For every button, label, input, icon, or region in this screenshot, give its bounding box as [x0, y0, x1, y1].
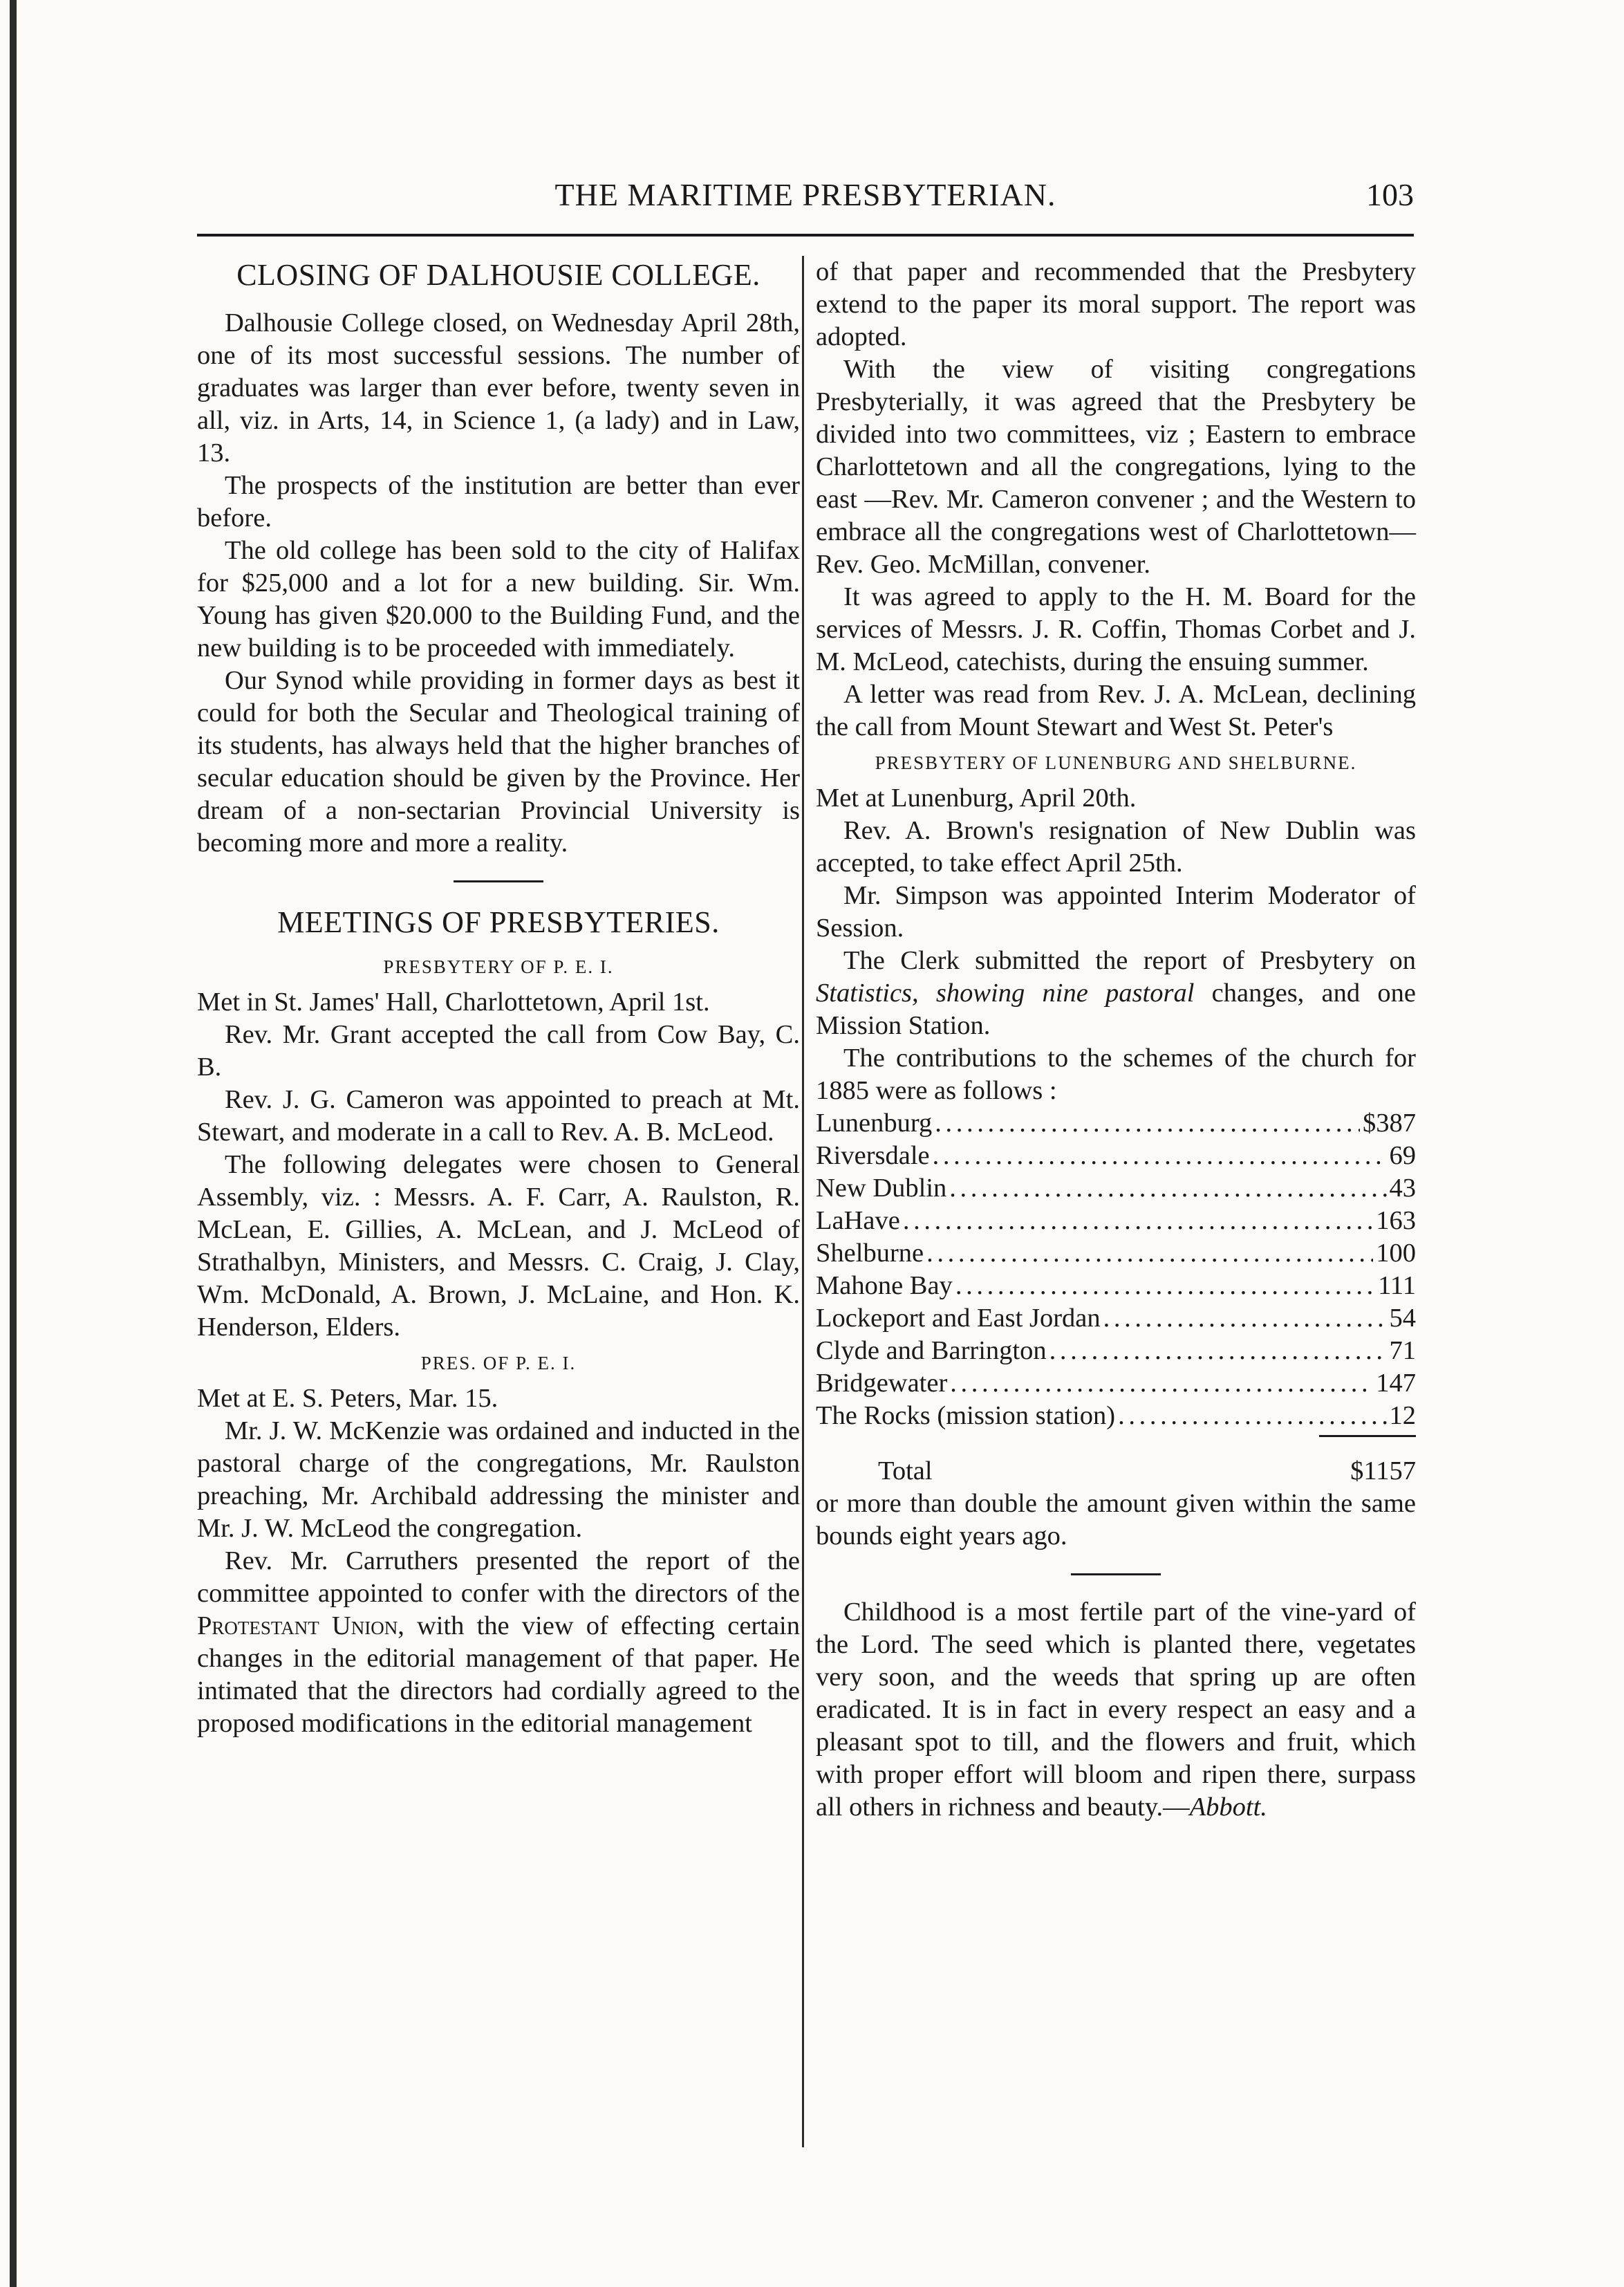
congregation-name: Bridgewater: [816, 1369, 948, 1398]
column-divider: [802, 256, 804, 2147]
contribution-amount: 12: [1389, 1401, 1416, 1430]
page-header: [197, 176, 1414, 218]
contribution-row: [816, 1107, 1416, 1140]
contribution-row: [816, 1205, 1416, 1237]
congregation-name: LaHave: [816, 1206, 900, 1235]
congregation-name: Riversdale: [816, 1141, 930, 1170]
continued-paragraph: With the view of visiting congregations Presbyterially, it was agreed that the Presbytery be divided into two committees, viz ; Eastern to embrace Charlottetown and all the congregations, lying to the east —Rev. Mr. Cameron convener ; and the Western to embrace all the congregations west of Charlottetown—Rev. Geo. McMillan, convener.: [816, 355, 1416, 579]
pres-pei-title: PRES. OF P. E. I.: [420, 1353, 577, 1373]
pei-presbytery-title: PRESBYTERY OF P. E. I.: [383, 956, 614, 977]
congregation-name: New Dublin: [816, 1174, 947, 1203]
lunenburg-presbytery-title: PRESBYTERY OF LUNENBURG AND SHELBURNE.: [875, 752, 1357, 773]
congregation-name: Shelburne: [816, 1239, 924, 1268]
contribution-amount: 69: [1389, 1141, 1416, 1170]
leader-dots: [1103, 1302, 1387, 1335]
after-total-paragraph: or more than double the amount given within the same bounds eight years ago.: [816, 1489, 1416, 1550]
contribution-amount: 100: [1376, 1239, 1416, 1268]
closing-paragraph: The old college has been sold to the city of Halifax for $25,000 and a lot for a new building. Sir. Wm. Young has given $20.000 to the Building Fund, and the new building is to be proceeded with immediately.: [197, 536, 800, 663]
contribution-amount: $387: [1363, 1109, 1416, 1138]
left-column: [197, 256, 800, 1740]
pei-paragraph: Met in St. James' Hall, Charlottetown, April 1st.: [197, 988, 710, 1017]
protestant-union-name: Protestant Union: [197, 1611, 398, 1640]
congregation-name: Mahone Bay: [816, 1271, 953, 1300]
leader-dots: [926, 1237, 1373, 1270]
lunenburg-paragraph: The contributions to the schemes of the church for 1885 were as follows :: [816, 1044, 1416, 1105]
contributions-list: [816, 1107, 1416, 1432]
contribution-amount: 163: [1376, 1206, 1416, 1235]
pei-paragraph: Rev. J. G. Cameron was appointed to preach at Mt. Stewart, and moderate in a call to Rev. A. B. McLeod.: [197, 1085, 800, 1147]
contribution-row: [816, 1172, 1416, 1205]
leader-dots: [903, 1205, 1373, 1237]
total-row: [816, 1455, 1416, 1488]
congregation-name: Lockeport and East Jordan: [816, 1304, 1101, 1333]
running-title: THE MARITIME PRESBYTERIAN.: [554, 177, 1056, 212]
continued-paragraph: A letter was read from Rev. J. A. McLean, declining the call from Mount Stewart and West St. Peter's: [816, 680, 1416, 741]
congregation-name: The Rocks (mission station): [816, 1401, 1116, 1430]
leader-dots: [933, 1140, 1387, 1172]
header-rule: [197, 234, 1414, 237]
section-divider: [1071, 1573, 1161, 1575]
contribution-row: [816, 1335, 1416, 1367]
pres-text-part: , with the view of effecting certain changes in the editorial management of that paper. He intimated that the directors had cordially agreed to the proposed modifications in the editorial management: [197, 1611, 801, 1738]
leader-dots: [949, 1172, 1386, 1205]
closing-paragraph: The prospects of the institution are better than ever before.: [197, 471, 800, 533]
pres-paragraph: [197, 1545, 800, 1740]
contribution-amount: 43: [1389, 1174, 1416, 1203]
lunenburg-text-part: The Clerk submitted the report of Presbytery on: [843, 946, 1416, 975]
closing-section-title: CLOSING OF DALHOUSIE COLLEGE.: [236, 258, 760, 292]
contribution-amount: 54: [1389, 1304, 1416, 1333]
leader-dots: [1118, 1400, 1386, 1432]
contribution-row: [816, 1367, 1416, 1400]
pei-paragraph: The following delegates were chosen to General Assembly, viz. : Messrs. A. F. Carr, A. Raulston, R. McLean, E. Gillies, A. McLean, and J. McLeod of Strathalbyn, Ministers, and Messrs. C. Craig, J. Clay, Wm. McDonald, A. Brown, J. McLaine, and Hon. K. Henderson, Elders.: [197, 1150, 800, 1342]
leader-dots: [955, 1270, 1375, 1302]
leader-dots: [935, 1107, 1360, 1140]
contribution-row: [816, 1400, 1416, 1432]
lunenburg-text-part: changes, and one Mission Station.: [816, 979, 1416, 1040]
total-label: Total: [878, 1456, 933, 1485]
contribution-row: [816, 1270, 1416, 1302]
contribution-amount: 71: [1389, 1336, 1416, 1365]
leader-dots: [1049, 1335, 1387, 1367]
childhood-quote: [816, 1596, 1416, 1824]
quote-text: Childhood is a most fertile part of the vine-yard of the Lord. The seed which is planted there, vegetates very soon, and the weeds that spring up are often eradicated. It is in fact in every respect an easy and a pleasant spot to till, and the flowers and fruit, which with proper effort will bloom and ripen there, surpass all others in richness and beauty.—: [816, 1598, 1416, 1822]
page-binding-edge: [10, 0, 17, 2287]
total-amount: $1157: [1350, 1456, 1416, 1485]
leader-dots: [950, 1367, 1373, 1400]
continued-paragraph: It was agreed to apply to the H. M. Board for the services of Messrs. J. R. Coffin, Thomas Corbet and J. M. McLeod, catechists, during the ensuing summer.: [816, 582, 1416, 676]
contribution-amount: 147: [1376, 1369, 1416, 1398]
contribution-row: [816, 1302, 1416, 1335]
section-divider: [454, 880, 543, 882]
lunenburg-paragraph: [816, 945, 1416, 1042]
congregation-name: Lunenburg: [816, 1109, 933, 1138]
continued-paragraph: of that paper and recommended that the Presbytery extend to the paper its moral support. The report was adopted.: [816, 257, 1416, 351]
total-rule: [1319, 1435, 1416, 1437]
closing-paragraph: Our Synod while providing in former days as best it could for both the Secular and Theological training of its students, has always held that the higher branches of secular education should be given by the Province. Her dream of a non-sectarian Provincial University is becoming more and more a reality.: [197, 666, 800, 858]
congregation-name: Clyde and Barrington: [816, 1336, 1047, 1365]
lunenburg-paragraph: Met at Lunenburg, April 20th.: [816, 784, 1137, 813]
contribution-row: [816, 1140, 1416, 1172]
pres-paragraph: Mr. J. W. McKenzie was ordained and inducted in the pastoral charge of the congregations, Mr. Raulston preaching, Mr. Archibald addressing the minister and Mr. J. W. McLeod the congregation.: [197, 1416, 800, 1543]
lunenburg-paragraph: Rev. A. Brown's resignation of New Dublin was accepted, to take effect April 25th.: [816, 816, 1416, 878]
pres-text-part: Rev. Mr. Carruthers presented the report of the committee appointed to confer with the directors of the: [197, 1546, 800, 1608]
page-number: 103: [1366, 177, 1414, 212]
pres-paragraph: Met at E. S. Peters, Mar. 15.: [197, 1384, 498, 1413]
lunenburg-paragraph: Mr. Simpson was appointed Interim Moderator of Session.: [816, 881, 1416, 943]
right-column: [816, 256, 1416, 1824]
contribution-amount: 111: [1378, 1271, 1416, 1300]
quote-author: Abbott.: [1189, 1793, 1267, 1822]
contribution-row: [816, 1237, 1416, 1270]
closing-paragraph: Dalhousie College closed, on Wednesday April 28th, one of its most successful sessions. The number of graduates was larger than ever before, twenty seven in all, viz. in Arts, 14, in Science 1, (a lady) and in Law, 13.: [197, 308, 800, 467]
statistics-emphasis: Statistics, showing nine pastoral: [816, 979, 1195, 1008]
meetings-section-title: MEETINGS OF PRESBYTERIES.: [277, 905, 720, 939]
pei-paragraph: Rev. Mr. Grant accepted the call from Cow Bay, C. B.: [197, 1020, 800, 1082]
